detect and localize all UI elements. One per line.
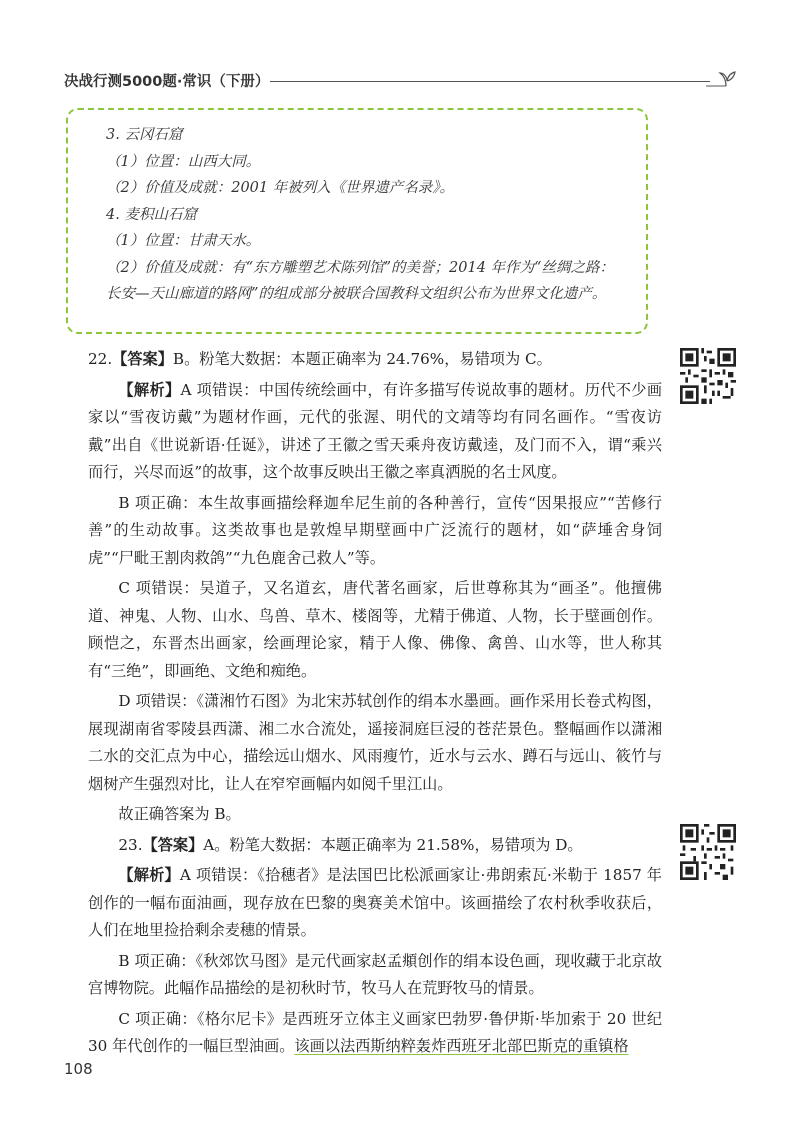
answer-tag: 【答案】 (112, 350, 173, 368)
note-line: 3. 云冈石窟 (106, 127, 183, 143)
analysis-tag: 【解析】 (118, 380, 181, 399)
q22-analysis-c: C 项错误：吴道子，又名道玄，唐代著名画家，后世尊称其为“画圣”。他擅佛道、神鬼、人物、山水、鸟兽、草木、楼阁等，尤精于佛道、人物，长于壁画创作。顾恺之，东晋杰出画家，绘画理论家，精于人像、佛像、禽兽、山水等，世人称其有“三绝”，即画绝、文绝和痴绝。 (88, 579, 662, 680)
answer-text: A。粉笔大数据：本题正确率为 21.58%，易错项为 D。 (203, 835, 583, 854)
header-rule (270, 81, 710, 82)
q23-analysis-a (88, 862, 662, 945)
answer-tag: 【答案】 (142, 835, 204, 854)
page-number: 108 (64, 1060, 93, 1078)
q22-answer (88, 346, 662, 374)
note-line: 4. 麦积山石窟 (106, 206, 197, 223)
qr-code-icon[interactable] (680, 348, 736, 404)
q22-number: 22. (88, 350, 113, 368)
analysis-text: C 项正确：《格尔尼卡》是西班牙立体主义画家巴勃罗·鲁伊斯·毕加索于 20 世纪 30 年代创作的一幅巨型油画。 (88, 1009, 662, 1055)
qr-code-icon[interactable] (680, 824, 736, 880)
q22-analysis-d: D 项错误：《潇湘竹石图》为北宋苏轼创作的绢本水墨画。画作采用长卷式构图，展现湖南省零陵县西潇、湘二水合流处，遥接洞庭巨浸的苍茫景色。整幅画作以潇湘二水的交汇点为中心，描绘远山烟水、风雨瘦竹，近水与云水、蹲石与远山、筱竹与烟树产生强烈对比，让人在窄窄画幅内如阅千里江山。 (88, 692, 662, 793)
analysis-tag: 【解析】 (118, 866, 180, 884)
note-line: （2）价值及成就：有“东方雕塑艺术陈列馆”的美誉；2014 年作为“丝绸之路：长安—天山廊道的路网”的组成部分被联合国教科文组织公布为世界文化遗产。 (106, 259, 614, 302)
q22-analysis-b: B 项正确：本生故事画描绘释迦牟尼生前的各种善行，宣传“因果报应”“苦修行善”的生动故事。这类故事也是敦煌早期壁画中广泛流行的题材，如“萨埵舍身饲虎”“尸毗王割肉救鸽”“九色鹿舍己救人”等。 (88, 493, 662, 567)
q23-answer (88, 832, 662, 860)
page-header (64, 68, 740, 94)
q23-analysis-c (88, 1006, 662, 1061)
book-title: 决战行测5000题·常识（下册） (64, 74, 270, 90)
note-line: （1）位置：山西大同。 (106, 153, 261, 170)
main-content (88, 346, 662, 1064)
q22-analysis-a (88, 377, 662, 487)
underlined-text: 该画以法西斯纳粹轰炸西班牙北部巴斯克的重镇格 (294, 1037, 629, 1055)
q22-conclusion: 故正确答案为 B。 (118, 805, 241, 823)
sprout-icon (704, 68, 736, 92)
note-box (66, 108, 648, 334)
note-line: （1）位置：甘肃天水。 (106, 233, 261, 249)
note-line: （2）价值及成就：2001 年被列入《世界遗产名录》。 (106, 180, 454, 196)
q23-analysis-b: B 项正确：《秋郊饮马图》是元代画家赵孟頫创作的绢本设色画，现收藏于北京故宫博物院。此幅作品描绘的是初秋时节，牧马人在荒野牧马的情景。 (88, 951, 662, 997)
answer-text: B。粉笔大数据：本题正确率为 24.76%，易错项为 C。 (172, 350, 552, 368)
q23-number: 23. (118, 835, 143, 854)
analysis-text: A 项错误：中国传统绘画中，有许多描写传说故事的题材。历代不少画家以“雪夜访戴”为题材作画，元代的张渥、明代的文靖等均有同名画作。“雪夜访戴”出自《世说新语·任诞》，讲述了王徽之雪天乘舟夜访戴逵，及门而不入，谓“乘兴而行，兴尽而返”的故事，这个故事反映出王徽之率真洒脱的名士风度。 (88, 380, 663, 481)
analysis-text: A 项错误：《拾穗者》是法国巴比松派画家让·弗朗索瓦·米勒于 1857 年创作的一幅布面油画，现存放在巴黎的奥赛美术馆中。该画描绘了农村秋季收获后，人们在地里捡拾剩余麦穗的情景。 (88, 866, 662, 939)
